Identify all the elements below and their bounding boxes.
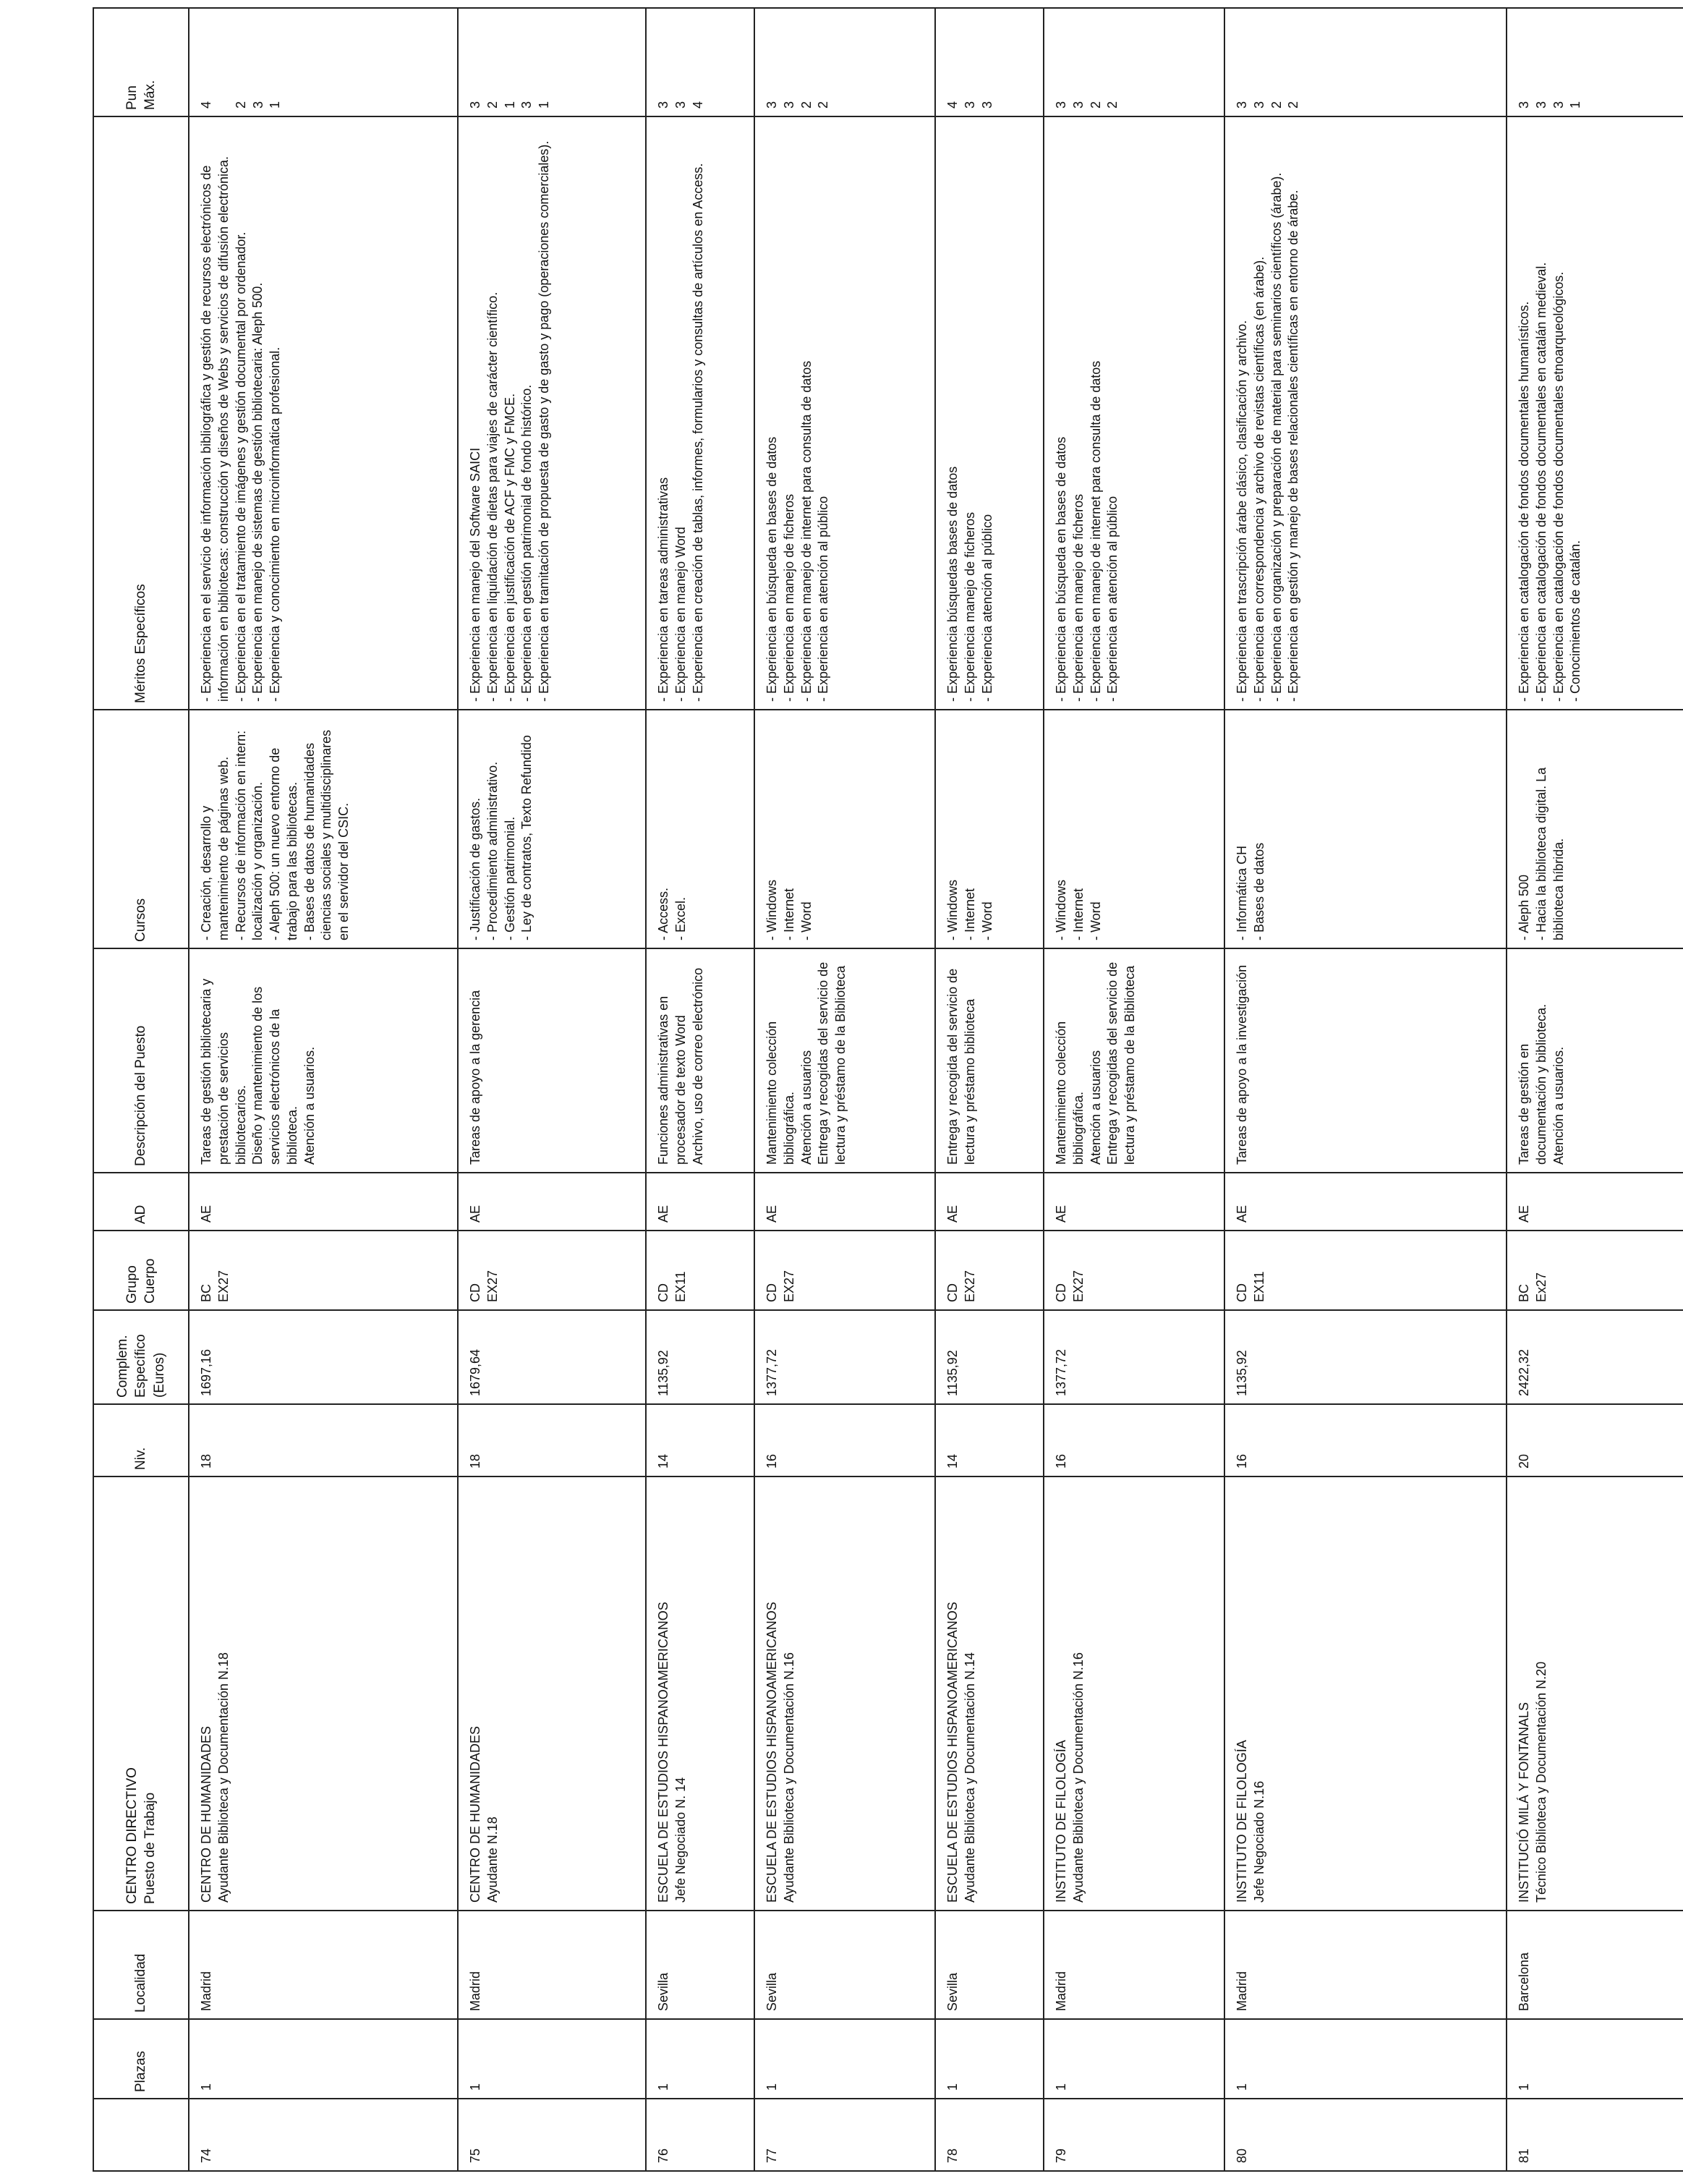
- row-number: 77: [754, 2099, 935, 2171]
- centro-cell: [1507, 1476, 1683, 1911]
- localidad-cell: Madrid: [1224, 1911, 1507, 2019]
- puntos-cell: [1507, 8, 1683, 116]
- merito-line: - Experiencia en manejo de ficheros: [781, 493, 796, 702]
- table-row: [646, 8, 754, 2171]
- curso-line: - Word: [1088, 901, 1103, 940]
- puntos-value: 2: [1286, 101, 1301, 109]
- puntos-value: 3: [250, 101, 265, 109]
- puntos-value: 2: [233, 101, 248, 109]
- localidad-cell: Madrid: [1044, 1911, 1224, 2019]
- curso-line: - Windows: [1054, 879, 1068, 940]
- curso-line: - Ley de contratos, Texto Refundido: [519, 735, 534, 940]
- puntos-value: 3: [519, 101, 534, 109]
- centro-name: ESCUELA DE ESTUDIOS HISPANOAMERICANOS: [945, 1602, 960, 1903]
- curso-line: - Access.: [656, 887, 670, 940]
- puntos-value: 4: [690, 101, 705, 109]
- grupo-value: CD: [945, 1283, 960, 1302]
- cuerpo-value: EX27: [485, 1270, 500, 1302]
- puntos-value: 3: [781, 101, 796, 109]
- merito-line: - Experiencia en justificación de ACF y FMC y FMCE.: [502, 393, 517, 702]
- row-number: 78: [935, 2099, 1044, 2171]
- header-puntos: [93, 8, 189, 116]
- merito-line: - Experiencia en el servicio de información bibliográfica y gestión de recursos electrónicos de información en bibliotecas: construcción y diseños de Webs y servicios de difusión electrónica.: [199, 156, 231, 702]
- table-row: [1224, 8, 1507, 2171]
- cuerpo-value: EX27: [216, 1270, 231, 1302]
- puntos-value: 3: [1054, 101, 1068, 109]
- header-centro: [93, 1476, 189, 1911]
- merito-line: - Experiencia y conocimiento en microinformática profesional.: [268, 347, 282, 702]
- descripcion-line: Atención a usuarios: [1088, 1050, 1103, 1165]
- table-row: [189, 8, 458, 2171]
- puntos-cell: [189, 8, 458, 116]
- header-centro-line: Puesto de Trabajo: [142, 1792, 158, 1904]
- descripcion-cell: [189, 948, 458, 1173]
- plazas-cell: 1: [1507, 2019, 1683, 2099]
- merito-line: - Experiencia en gestión y manejo de bases relacionales científicas en entorno de árabe.: [1286, 190, 1301, 702]
- puntos-value: 3: [1251, 101, 1266, 109]
- meritos-cell: [646, 116, 754, 710]
- descripcion-line: Tareas de apoyo a la investigación: [1235, 964, 1249, 1165]
- nivel-cell: 18: [458, 1404, 646, 1476]
- merito-line: - Experiencia en catalogación de fondos documentales en catalán medieval.: [1533, 262, 1548, 702]
- puesto-name: Ayudante Biblioteca y Documentación N.16: [1070, 1652, 1086, 1903]
- meritos-cell: [1044, 116, 1224, 710]
- positions-table: [93, 7, 1683, 2172]
- grupo-cell: [1044, 1231, 1224, 1310]
- table-row: [458, 8, 646, 2171]
- cuerpo-value: EX11: [673, 1271, 688, 1302]
- descripcion-line: Mantenimiento colección bibliográfica.: [764, 1021, 796, 1165]
- nivel-cell: 16: [1044, 1404, 1224, 1476]
- grupo-value: BC: [199, 1283, 213, 1302]
- descripcion-cell: [754, 948, 935, 1173]
- complemento-cell: 1377,72: [1044, 1310, 1224, 1404]
- meritos-cell: [1224, 116, 1507, 710]
- row-number: 79: [1044, 2099, 1224, 2171]
- header-complemento-line: Específico: [133, 1334, 149, 1398]
- puntos-cell: [458, 8, 646, 116]
- centro-name: ESCUELA DE ESTUDIOS HISPANOAMERICANOS: [656, 1602, 670, 1903]
- header-ad: AD: [93, 1173, 189, 1231]
- nivel-cell: 14: [646, 1404, 754, 1476]
- localidad-cell: Madrid: [189, 1911, 458, 2019]
- puesto-name: Ayudante Biblioteca y Documentación N.16: [781, 1652, 796, 1903]
- curso-line: - Gestión patrimonial.: [502, 816, 517, 940]
- localidad-cell: Barcelona: [1507, 1911, 1683, 2019]
- complemento-cell: 1679,64: [458, 1310, 646, 1404]
- complemento-cell: 1697,16: [189, 1310, 458, 1404]
- header-grupo: [93, 1231, 189, 1310]
- plazas-cell: 1: [935, 2019, 1044, 2099]
- plazas-cell: 1: [1044, 2019, 1224, 2099]
- ad-cell: AE: [754, 1173, 935, 1231]
- merito-line: - Experiencia en búsqueda en bases de datos: [764, 436, 779, 702]
- header-grupo-line: Cuerpo: [142, 1258, 158, 1304]
- puntos-value: 3: [1551, 101, 1566, 109]
- curso-line: - Informática CH: [1235, 845, 1249, 940]
- nivel-cell: 16: [1224, 1404, 1507, 1476]
- puntos-value: 2: [1088, 101, 1103, 109]
- centro-cell: [1224, 1476, 1507, 1911]
- puntos-value: 1: [268, 101, 283, 109]
- table-row: [1044, 8, 1224, 2171]
- curso-line: - Internet: [781, 888, 796, 940]
- header-complemento-line: Complem.: [115, 1335, 131, 1398]
- puntos-value: 3: [1533, 101, 1548, 109]
- complemento-cell: 1135,92: [1224, 1310, 1507, 1404]
- merito-line: - Experiencia búsquedas bases de datos: [945, 466, 960, 702]
- curso-line: - Word: [979, 901, 994, 940]
- curso-line: - Excel.: [673, 896, 688, 940]
- header-centro-line: CENTRO DIRECTIVO: [124, 1767, 140, 1904]
- puntos-value: 3: [764, 101, 779, 109]
- cuerpo-value: EX27: [781, 1270, 796, 1302]
- curso-line: - Bases de datos de humanidades ciencias sociales y multidisciplinares en el servidor del CSIC.: [302, 729, 351, 940]
- centro-cell: [935, 1476, 1044, 1911]
- merito-line: - Experiencia en búsqueda en bases de datos: [1054, 436, 1068, 702]
- grupo-cell: [754, 1231, 935, 1310]
- grupo-cell: [646, 1231, 754, 1310]
- descripcion-line: Tareas de gestión en documentación y biblioteca.: [1517, 1003, 1548, 1165]
- descripcion-cell: [458, 948, 646, 1173]
- complemento-cell: 1377,72: [754, 1310, 935, 1404]
- curso-line: - Word: [798, 901, 814, 940]
- puntos-value: 1: [537, 101, 551, 109]
- cursos-cell: [1507, 710, 1683, 948]
- puesto-name: Ayudante Biblioteca y Documentación N.14: [962, 1652, 977, 1903]
- merito-line: - Experiencia en correspondencia y archivo de revistas científicas (en árabe).: [1251, 256, 1266, 702]
- table-body: [189, 8, 1683, 2171]
- header-puntos-line: Pun: [124, 85, 140, 110]
- grupo-value: CD: [764, 1283, 779, 1302]
- puesto-name: Ayudante N.18: [485, 1817, 500, 1903]
- cursos-cell: [935, 710, 1044, 948]
- puntos-value: 3: [979, 101, 994, 109]
- plazas-cell: 1: [189, 2019, 458, 2099]
- centro-name: INSTITUCIÓ MILÁ Y FONTANALS: [1517, 1701, 1531, 1903]
- puntos-value: 4: [199, 101, 213, 109]
- cursos-cell: [189, 710, 458, 948]
- cuerpo-value: EX27: [962, 1270, 977, 1302]
- puntos-value: 2: [1105, 101, 1120, 109]
- curso-line: - Creación, desarrollo y mantenimiento de páginas web.: [199, 756, 231, 940]
- puntos-value: 2: [816, 101, 831, 109]
- descripcion-line: Entrega y recogidas del servicio de lectura y préstamo de la Biblioteca: [1105, 961, 1137, 1165]
- row-number: 75: [458, 2099, 646, 2171]
- cursos-cell: [754, 710, 935, 948]
- puntos-value: 4: [945, 101, 960, 109]
- descripcion-line: Mantenimiento colección bibliográfica.: [1054, 1021, 1086, 1165]
- centro-name: CENTRO DE HUMANIDADES: [468, 1725, 482, 1903]
- grupo-cell: [935, 1231, 1044, 1310]
- puntos-value: 2: [485, 101, 500, 109]
- localidad-cell: Madrid: [458, 1911, 646, 2019]
- meritos-cell: [458, 116, 646, 710]
- puntos-cell: [1044, 8, 1224, 116]
- merito-line: - Conocimientos de catalán.: [1568, 540, 1583, 702]
- descripcion-cell: [1507, 948, 1683, 1173]
- descripcion-cell: [646, 948, 754, 1173]
- puntos-value: 1: [1568, 101, 1583, 109]
- merito-line: - Experiencia en catalogación de fondos documentales etnoarqueológicos.: [1551, 271, 1566, 702]
- centro-cell: [1044, 1476, 1224, 1911]
- puesto-name: Jefe Negociado N. 14: [673, 1777, 688, 1903]
- header-cursos: Cursos: [93, 710, 189, 948]
- header-descripcion: Descripción del Puesto: [93, 948, 189, 1173]
- merito-line: - Experiencia en creación de tablas, informes, formularios y consultas de artículos en Access.: [690, 163, 705, 702]
- merito-line: - Experiencia en gestión patrimonial de fondo histórico.: [519, 384, 534, 702]
- puntos-value: 3: [1235, 101, 1249, 109]
- merito-line: - Experiencia atención al público: [979, 514, 994, 702]
- puntos-cell: [1224, 8, 1507, 116]
- descripcion-line: Funciones administrativas en procesador de texto Word: [656, 995, 688, 1165]
- puntos-cell: [646, 8, 754, 116]
- puntos-value: 2: [1269, 101, 1284, 109]
- merito-line: - Experiencia en trascripción árabe clásico, clasificación y archivo.: [1235, 320, 1249, 702]
- curso-line: - Windows: [764, 879, 779, 940]
- centro-name: ESCUELA DE ESTUDIOS HISPANOAMERICANOS: [764, 1602, 779, 1903]
- merito-line: - Experiencia en atención al público: [816, 496, 831, 702]
- cursos-cell: [1224, 710, 1507, 948]
- centro-cell: [458, 1476, 646, 1911]
- cuerpo-value: EX27: [1070, 1270, 1086, 1302]
- row-number: 74: [189, 2099, 458, 2171]
- header-puntos-line: Máx.: [142, 80, 158, 110]
- cuerpo-value: EX11: [1251, 1271, 1266, 1302]
- row-number: 81: [1507, 2099, 1683, 2171]
- descripcion-line: Tareas de gestión bibliotecaria y prestación de servicios bibliotecarios.: [199, 978, 248, 1165]
- header-nivel: Niv.: [93, 1404, 189, 1476]
- descripcion-line: Atención a usuarios.: [1551, 1046, 1566, 1165]
- merito-line: - Experiencia en manejo de ficheros: [1070, 493, 1086, 702]
- localidad-cell: Sevilla: [646, 1911, 754, 2019]
- grupo-cell: [458, 1231, 646, 1310]
- cuerpo-value: Ex27: [1533, 1272, 1548, 1302]
- descripcion-cell: [935, 948, 1044, 1173]
- nivel-cell: 20: [1507, 1404, 1683, 1476]
- localidad-cell: Sevilla: [754, 1911, 935, 2019]
- puntos-value: 3: [962, 101, 977, 109]
- ad-cell: AE: [458, 1173, 646, 1231]
- cursos-cell: [646, 710, 754, 948]
- descripcion-line: Entrega y recogidas del servicio de lectura y préstamo de la Biblioteca: [816, 961, 848, 1165]
- centro-cell: [189, 1476, 458, 1911]
- puntos-value: 3: [656, 101, 670, 109]
- merito-line: - Experiencia en tramitación de propuesta de gasto y de gasto y pago (operaciones comerciales).: [537, 140, 551, 702]
- complemento-cell: 1135,92: [935, 1310, 1044, 1404]
- header-grupo-line: Grupo: [124, 1265, 140, 1304]
- grupo-value: CD: [1054, 1283, 1068, 1302]
- ad-cell: AE: [189, 1173, 458, 1231]
- complemento-cell: 1135,92: [646, 1310, 754, 1404]
- curso-line: - Aleph 500: un nuevo entorno de trabajo para las bibliotecas.: [268, 747, 299, 940]
- descripcion-cell: [1224, 948, 1507, 1173]
- meritos-cell: [1507, 116, 1683, 710]
- ad-cell: AE: [1224, 1173, 1507, 1231]
- centro-cell: [646, 1476, 754, 1911]
- curso-line: - Justificación de gastos.: [468, 797, 482, 940]
- row-number: 80: [1224, 2099, 1507, 2171]
- grupo-cell: [1507, 1231, 1683, 1310]
- descripcion-line: Atención a usuarios.: [302, 1046, 317, 1165]
- puntos-cell: [935, 8, 1044, 116]
- header-complemento-line: (Euros): [151, 1352, 167, 1398]
- grupo-value: BC: [1517, 1283, 1531, 1302]
- curso-line: - Procedimiento administrativo.: [485, 761, 500, 940]
- nivel-cell: 18: [189, 1404, 458, 1476]
- table-row: [754, 8, 935, 2171]
- descripcion-line: Atención a usuarios: [798, 1050, 814, 1165]
- puesto-name: Jefe Negociado N.16: [1251, 1780, 1266, 1903]
- ad-cell: AE: [1507, 1173, 1683, 1231]
- descripcion-line: Entrega y recogida del servicio de lectura y préstamo biblioteca: [945, 968, 977, 1165]
- merito-line: - Experiencia en manejo del Software SAICI: [468, 447, 482, 702]
- merito-line: - Experiencia en el tratamiento de imágenes y gestión documental por ordenador.: [233, 231, 248, 702]
- ad-cell: AE: [646, 1173, 754, 1231]
- complemento-cell: 2422,32: [1507, 1310, 1683, 1404]
- merito-line: - Experiencia en manejo Word: [673, 527, 688, 702]
- descripcion-line: Tareas de apoyo a la gerencia: [468, 990, 482, 1165]
- meritos-cell: [935, 116, 1044, 710]
- grupo-cell: [189, 1231, 458, 1310]
- merito-line: - Experiencia en atención al público: [1105, 496, 1120, 702]
- centro-cell: [754, 1476, 935, 1911]
- centro-name: INSTITUTO DE FILOLOGÍA: [1054, 1740, 1068, 1903]
- curso-line: - Internet: [962, 888, 977, 940]
- curso-line: - Internet: [1070, 888, 1086, 940]
- merito-line: - Experiencia en catalogación de fondos documentales humanísticos.: [1517, 301, 1531, 702]
- table-row: [1507, 8, 1683, 2171]
- row-number: 76: [646, 2099, 754, 2171]
- merito-line: - Experiencia en tareas administrativas: [656, 477, 670, 702]
- descripcion-cell: [1044, 948, 1224, 1173]
- merito-line: - Experiencia en manejo de internet para consulta de datos: [1088, 360, 1103, 702]
- header-meritos: Méritos Específicos: [93, 116, 189, 710]
- nivel-cell: 14: [935, 1404, 1044, 1476]
- cursos-cell: [1044, 710, 1224, 948]
- centro-name: CENTRO DE HUMANIDADES: [199, 1725, 213, 1903]
- curso-line: - Bases de datos: [1251, 842, 1266, 940]
- grupo-cell: [1224, 1231, 1507, 1310]
- header-number: [93, 2099, 189, 2171]
- meritos-cell: [754, 116, 935, 710]
- curso-line: - Aleph 500: [1517, 874, 1531, 940]
- plazas-cell: 1: [1224, 2019, 1507, 2099]
- descripcion-line: Diseño y mantenimiento de los servicios electrónicos de la biblioteca.: [250, 986, 299, 1165]
- cursos-cell: [458, 710, 646, 948]
- merito-line: - Experiencia manejo de ficheros: [962, 511, 977, 702]
- localidad-cell: Sevilla: [935, 1911, 1044, 2019]
- merito-line: - Experiencia en manejo de internet para consulta de datos: [798, 360, 814, 702]
- grupo-value: CD: [1235, 1283, 1249, 1302]
- nivel-cell: 16: [754, 1404, 935, 1476]
- ad-cell: AE: [1044, 1173, 1224, 1231]
- header-plazas: Plazas: [93, 2019, 189, 2099]
- centro-name: INSTITUTO DE FILOLOGÍA: [1235, 1740, 1249, 1903]
- header-localidad: Localidad: [93, 1911, 189, 2019]
- plazas-cell: 1: [458, 2019, 646, 2099]
- puntos-value: 3: [1517, 101, 1531, 109]
- merito-line: - Experiencia en liquidación de dietas para viajes de carácter científico.: [485, 292, 500, 702]
- grupo-value: CD: [468, 1283, 482, 1302]
- puesto-name: Ayudante Biblioteca y Documentación N.18: [216, 1652, 231, 1903]
- puntos-cell: [754, 8, 935, 116]
- curso-line: - Hacia la biblioteca digital. La biblioteca híbrida.: [1533, 767, 1566, 940]
- ad-cell: AE: [935, 1173, 1044, 1231]
- puntos-value: 3: [1070, 101, 1086, 109]
- grupo-value: CD: [656, 1283, 670, 1302]
- merito-line: - Experiencia en manejo de sistemas de gestión bibliotecaria: Aleph 500.: [250, 282, 265, 702]
- header-complemento: [93, 1310, 189, 1404]
- curso-line: - Windows: [945, 879, 960, 940]
- plazas-cell: 1: [754, 2019, 935, 2099]
- curso-line: - Recursos de información en intern: localización y organización.: [233, 730, 265, 940]
- puesto-name: Técnico Biblioteca y Documentación N.20: [1533, 1661, 1548, 1903]
- meritos-cell: [189, 116, 458, 710]
- puntos-value: 1: [502, 101, 517, 109]
- descripcion-line: Archivo, uso de correo electrónico: [690, 967, 705, 1165]
- plazas-cell: 1: [646, 2019, 754, 2099]
- puntos-value: 3: [673, 101, 688, 109]
- puntos-value: 2: [798, 101, 814, 109]
- header-row: [93, 8, 189, 2171]
- puntos-value: 3: [468, 101, 482, 109]
- table-row: [935, 8, 1044, 2171]
- merito-line: - Experiencia en organización y preparación de material para seminarios científicos (árabe).: [1269, 172, 1284, 702]
